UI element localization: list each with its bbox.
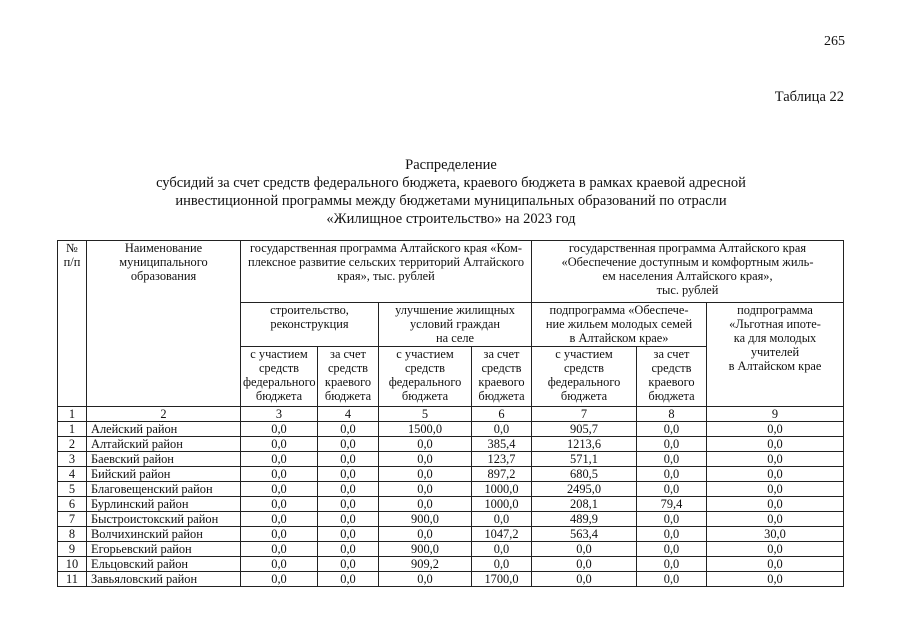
header-young-teachers: подпрограмма «Льготная ипоте- ка для молодых учителей в Алтайском крае — [707, 303, 844, 407]
rural-construction-regional: 0,0 — [318, 422, 379, 437]
young-teachers-mortgage: 0,0 — [707, 482, 844, 497]
header-regional-only: за счет средств краевого бюджета — [472, 347, 532, 407]
young-families-regional: 0,0 — [637, 542, 707, 557]
rural-housing-federal: 0,0 — [379, 467, 472, 482]
row-number: 1 — [58, 422, 87, 437]
municipality-name: Ельцовский район — [87, 557, 241, 572]
table-label: Таблица 22 — [774, 89, 844, 105]
young-teachers-mortgage: 0,0 — [707, 572, 844, 587]
title-line: Распределение — [405, 157, 497, 173]
young-families-regional: 79,4 — [637, 497, 707, 512]
young-teachers-mortgage: 0,0 — [707, 557, 844, 572]
rural-housing-regional: 385,4 — [472, 437, 532, 452]
young-families-federal: 571,1 — [532, 452, 637, 467]
rural-housing-regional: 0,0 — [472, 512, 532, 527]
header-program-rural: государственная программа Алтайского края «Ком- плексное развитие сельских территорий Алтайского края», тыс. рублей — [241, 241, 532, 303]
rural-housing-federal: 0,0 — [379, 437, 472, 452]
column-index: 6 — [472, 407, 532, 422]
row-number: 3 — [58, 452, 87, 467]
rural-housing-regional: 0,0 — [472, 557, 532, 572]
municipality-name: Алейский район — [87, 422, 241, 437]
rural-construction-federal: 0,0 — [241, 527, 318, 542]
header-housing-improvement: улучшение жилищных условий граждан на селе — [379, 303, 532, 347]
municipality-name: Бийский район — [87, 467, 241, 482]
header-municipality: Наименование муниципального образования — [87, 241, 241, 407]
rural-housing-federal: 0,0 — [379, 527, 472, 542]
municipality-name: Волчихинский район — [87, 527, 241, 542]
column-index: 7 — [532, 407, 637, 422]
table-row — [58, 542, 844, 557]
rural-construction-federal: 0,0 — [241, 542, 318, 557]
rural-construction-regional: 0,0 — [318, 482, 379, 497]
column-index: 3 — [241, 407, 318, 422]
page-number: 265 — [824, 34, 845, 49]
rural-construction-regional: 0,0 — [318, 557, 379, 572]
young-families-regional: 0,0 — [637, 452, 707, 467]
table-header — [58, 241, 844, 407]
rural-housing-federal: 0,0 — [379, 482, 472, 497]
rural-housing-federal: 0,0 — [379, 497, 472, 512]
young-teachers-mortgage: 0,0 — [707, 452, 844, 467]
young-families-federal: 2495,0 — [532, 482, 637, 497]
young-families-regional: 0,0 — [637, 512, 707, 527]
header-with-federal: с участием средств федерального бюджета — [379, 347, 472, 407]
young-families-federal: 1213,6 — [532, 437, 637, 452]
header-regional-only: за счет средств краевого бюджета — [637, 347, 707, 407]
young-families-federal: 0,0 — [532, 557, 637, 572]
young-families-federal: 680,5 — [532, 467, 637, 482]
row-number: 6 — [58, 497, 87, 512]
young-families-federal: 489,9 — [532, 512, 637, 527]
rural-housing-federal: 0,0 — [379, 452, 472, 467]
rural-construction-regional: 0,0 — [318, 437, 379, 452]
municipality-name: Бурлинский район — [87, 497, 241, 512]
rural-housing-federal: 0,0 — [379, 572, 472, 587]
rural-housing-federal: 909,2 — [379, 557, 472, 572]
municipality-name: Егорьевский район — [87, 542, 241, 557]
table-row — [58, 482, 844, 497]
young-families-regional: 0,0 — [637, 572, 707, 587]
header-program-housing: государственная программа Алтайского края «Обеспечение доступным и комфортным жиль- ем населения Алтайского края», тыс. рублей — [532, 241, 844, 303]
rural-housing-regional: 0,0 — [472, 422, 532, 437]
young-families-federal: 208,1 — [532, 497, 637, 512]
rural-housing-federal: 900,0 — [379, 512, 472, 527]
rural-housing-regional: 0,0 — [472, 542, 532, 557]
column-index: 4 — [318, 407, 379, 422]
young-families-federal: 905,7 — [532, 422, 637, 437]
municipality-name: Баевский район — [87, 452, 241, 467]
rural-construction-regional: 0,0 — [318, 467, 379, 482]
table-row — [58, 452, 844, 467]
municipality-name: Алтайский район — [87, 437, 241, 452]
rural-construction-regional: 0,0 — [318, 497, 379, 512]
distribution-table — [57, 240, 844, 587]
column-index: 8 — [637, 407, 707, 422]
rural-construction-federal: 0,0 — [241, 572, 318, 587]
title-line: инвестиционной программы между бюджетами муниципальных образований по отрасли — [175, 193, 727, 209]
rural-construction-regional: 0,0 — [318, 452, 379, 467]
column-index: 5 — [379, 407, 472, 422]
young-families-federal: 0,0 — [532, 572, 637, 587]
municipality-name: Благовещенский район — [87, 482, 241, 497]
rural-housing-regional: 123,7 — [472, 452, 532, 467]
young-families-regional: 0,0 — [637, 557, 707, 572]
young-teachers-mortgage: 0,0 — [707, 437, 844, 452]
young-teachers-mortgage: 0,0 — [707, 467, 844, 482]
municipality-name: Быстроистокский район — [87, 512, 241, 527]
row-number: 11 — [58, 572, 87, 587]
rural-construction-federal: 0,0 — [241, 557, 318, 572]
rural-construction-regional: 0,0 — [318, 542, 379, 557]
rural-housing-regional: 1000,0 — [472, 497, 532, 512]
young-families-regional: 0,0 — [637, 467, 707, 482]
rural-housing-federal: 900,0 — [379, 542, 472, 557]
title-line: субсидий за счет средств федерального бюджета, краевого бюджета в рамках краевой адресной — [156, 175, 746, 191]
column-index: 2 — [87, 407, 241, 422]
rural-construction-federal: 0,0 — [241, 512, 318, 527]
row-number: 2 — [58, 437, 87, 452]
table-row — [58, 467, 844, 482]
young-teachers-mortgage: 30,0 — [707, 527, 844, 542]
young-teachers-mortgage: 0,0 — [707, 422, 844, 437]
document-title — [40, 156, 862, 228]
header-construction: строительство, реконструкция — [241, 303, 379, 347]
municipality-name: Завьяловский район — [87, 572, 241, 587]
young-families-regional: 0,0 — [637, 422, 707, 437]
young-families-regional: 0,0 — [637, 437, 707, 452]
row-number: 4 — [58, 467, 87, 482]
rural-construction-federal: 0,0 — [241, 482, 318, 497]
row-number: 5 — [58, 482, 87, 497]
rural-housing-regional: 897,2 — [472, 467, 532, 482]
table-row — [58, 512, 844, 527]
rural-housing-regional: 1700,0 — [472, 572, 532, 587]
rural-construction-regional: 0,0 — [318, 572, 379, 587]
rural-construction-regional: 0,0 — [318, 527, 379, 542]
table-row — [58, 497, 844, 512]
row-number: 9 — [58, 542, 87, 557]
table-row — [58, 422, 844, 437]
young-families-federal: 563,4 — [532, 527, 637, 542]
rural-construction-federal: 0,0 — [241, 422, 318, 437]
rural-construction-federal: 0,0 — [241, 452, 318, 467]
young-families-federal: 0,0 — [532, 542, 637, 557]
table-row — [58, 437, 844, 452]
rural-construction-federal: 0,0 — [241, 497, 318, 512]
young-families-regional: 0,0 — [637, 527, 707, 542]
header-num: № п/п — [58, 241, 87, 407]
table-row — [58, 572, 844, 587]
rural-housing-federal: 1500,0 — [379, 422, 472, 437]
title-line: «Жилищное строительство» на 2023 год — [326, 211, 576, 227]
rural-construction-federal: 0,0 — [241, 437, 318, 452]
column-index: 9 — [707, 407, 844, 422]
young-families-regional: 0,0 — [637, 482, 707, 497]
header-young-families: подпрограмма «Обеспече- ние жильем молодых семей в Алтайском крае» — [532, 303, 707, 347]
rural-housing-regional: 1000,0 — [472, 482, 532, 497]
header-with-federal: с участием средств федерального бюджета — [241, 347, 318, 407]
young-teachers-mortgage: 0,0 — [707, 512, 844, 527]
table-row — [58, 557, 844, 572]
rural-construction-regional: 0,0 — [318, 512, 379, 527]
header-with-federal: с участием средств федерального бюджета — [532, 347, 637, 407]
table-row — [58, 527, 844, 542]
row-number: 8 — [58, 527, 87, 542]
rural-construction-federal: 0,0 — [241, 467, 318, 482]
header-regional-only: за счет средств краевого бюджета — [318, 347, 379, 407]
column-index-row — [58, 407, 844, 422]
row-number: 10 — [58, 557, 87, 572]
young-teachers-mortgage: 0,0 — [707, 497, 844, 512]
column-index: 1 — [58, 407, 87, 422]
table-body — [58, 407, 844, 587]
rural-housing-regional: 1047,2 — [472, 527, 532, 542]
row-number: 7 — [58, 512, 87, 527]
young-teachers-mortgage: 0,0 — [707, 542, 844, 557]
